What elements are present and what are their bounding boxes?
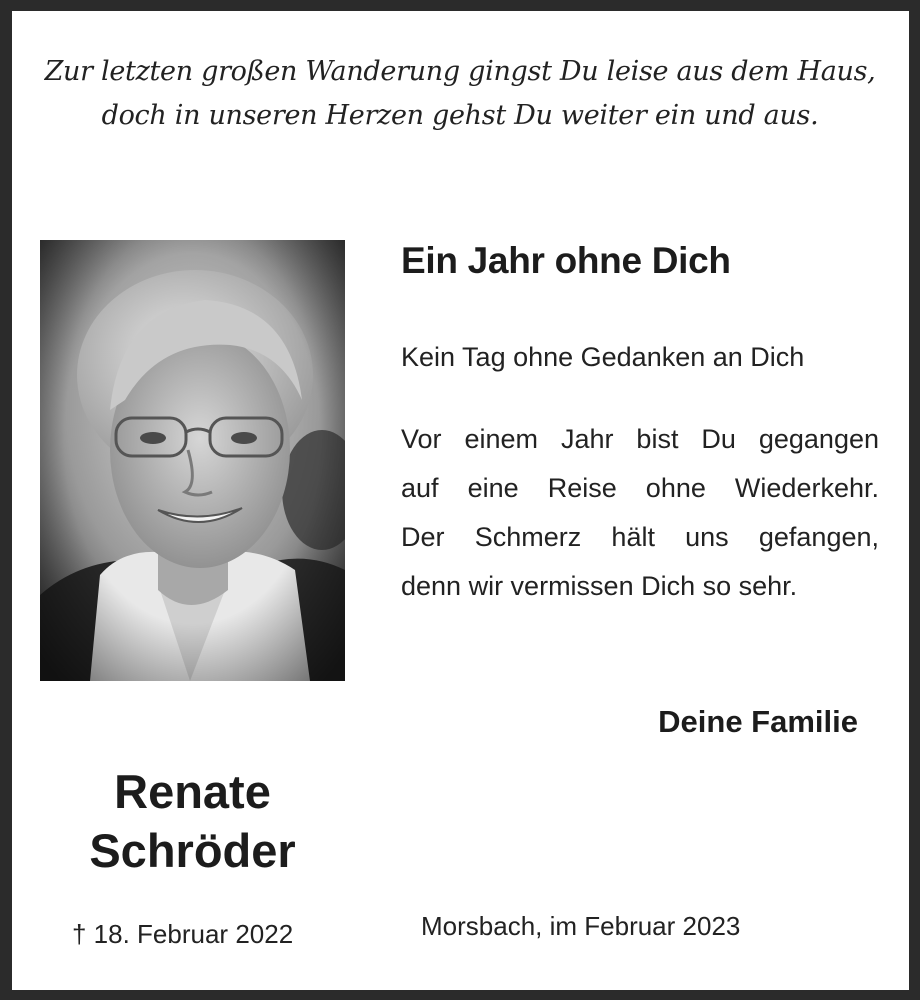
memorial-poem — [401, 415, 879, 611]
deceased-name — [40, 762, 345, 880]
portrait-photo — [40, 240, 345, 681]
place-and-date: Morsbach, im Februar 2023 — [421, 911, 741, 941]
poem-line: Vor einem Jahr bist Du gegangen — [401, 424, 879, 454]
poem-line: denn wir vermissen Dich so sehr. — [401, 571, 798, 601]
deceased-last-name: Schröder — [89, 824, 296, 877]
death-date: † 18. Februar 2022 — [72, 919, 294, 949]
quote-line-2: doch in unseren Herzen gehst Du weiter ein und aus. — [101, 100, 819, 131]
deceased-first-name: Renate — [114, 765, 271, 818]
quote-line-1: Zur letzten großen Wanderung gingst Du leise aus dem Haus, — [44, 56, 876, 87]
poem-line: auf eine Reise ohne Wiederkehr. — [401, 473, 879, 503]
subtitle: Kein Tag ohne Gedanken an Dich — [401, 342, 805, 372]
memorial-quote — [0, 50, 920, 138]
signature: Deine Familie — [658, 704, 858, 739]
poem-line: Der Schmerz hält uns gefangen, — [401, 522, 879, 552]
page-title: Ein Jahr ohne Dich — [401, 240, 731, 281]
